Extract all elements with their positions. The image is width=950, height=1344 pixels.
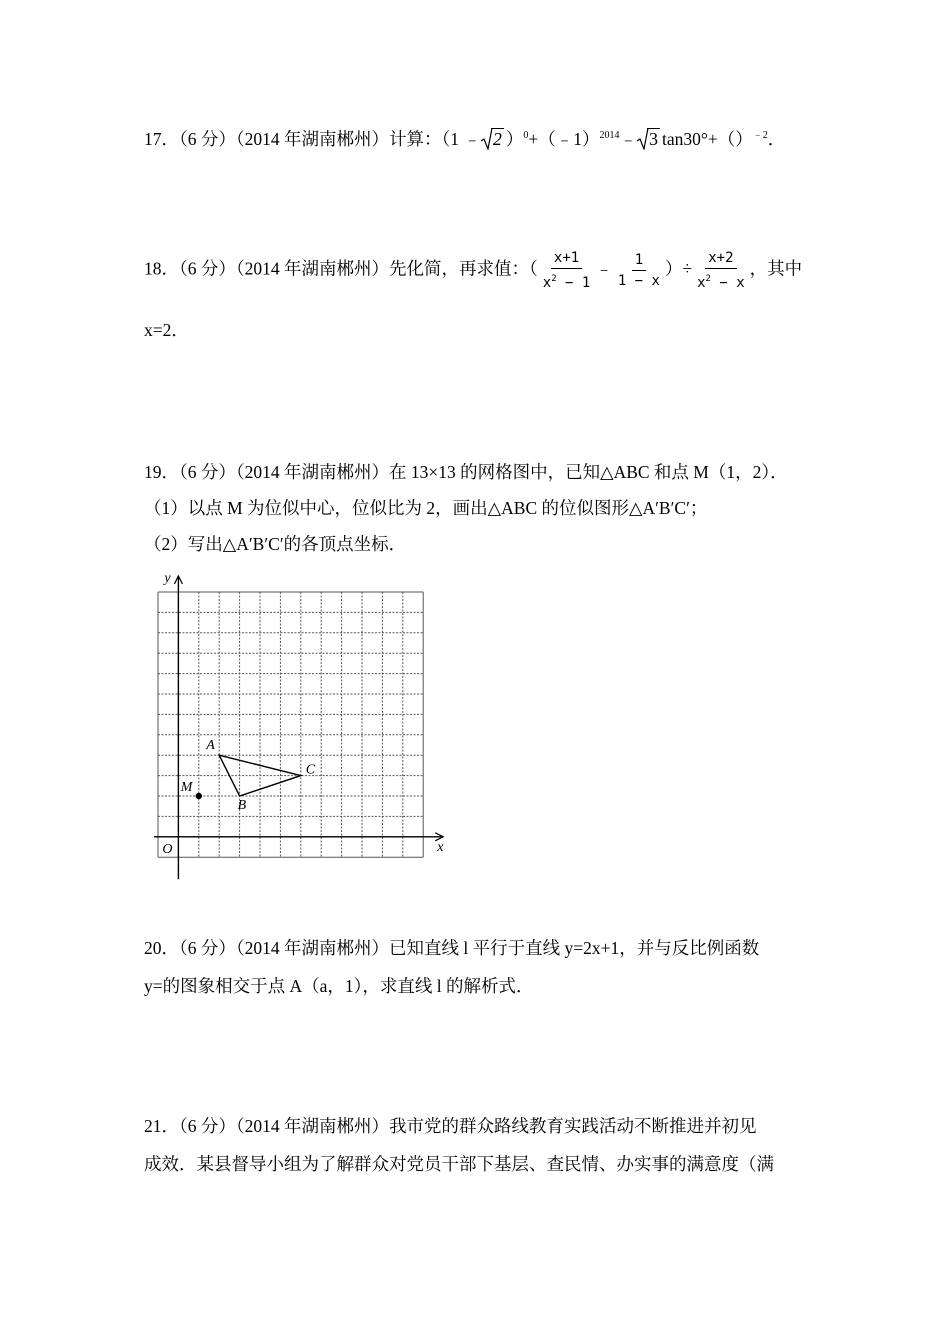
fraction-2-numerator: 1: [632, 250, 646, 271]
fraction-1: [540, 248, 594, 293]
fraction-3-numerator: x+2: [705, 248, 736, 269]
coordinate-grid-figure: [140, 568, 460, 888]
fraction-3: [694, 248, 748, 293]
q17-mid2: +（﹣1）: [528, 129, 600, 149]
question-21-line2: 成效．某县督导小组为了解群众对党员干部下基层、查民情、办实事的满意度（满: [144, 1154, 774, 1174]
point-m-dot: [196, 793, 202, 799]
q18-divide: ）÷: [664, 258, 693, 279]
point-label-a: A: [206, 738, 215, 754]
fraction-1-numerator: x+1: [551, 248, 582, 269]
sqrt-3: [637, 127, 660, 151]
question-19-line1: 19．（6 分）（2014 年湖南郴州）在 13×13 的网格图中，已知△ABC 和点 M（1，2）．: [144, 462, 788, 482]
q17-exp-neg2: ﹣2: [752, 130, 768, 141]
x-axis-label: x: [437, 839, 444, 855]
question-20-line2: y=的图象相交于点 A（a，1），求直线 l 的解析式．: [144, 976, 534, 996]
q17-end: ．: [767, 129, 786, 149]
fraction-2-denominator: 1 − x: [617, 273, 660, 289]
frac3-den-exp: 2: [705, 274, 711, 284]
frac1-den-exp: 2: [551, 274, 557, 284]
q18-prefix: 18．（6 分）（2014 年湖南郴州）先化简，再求值：（: [144, 258, 538, 279]
frac3-den-rest: − x: [710, 275, 745, 291]
y-axis-label: y: [164, 571, 171, 586]
question-21-line1: 21．（6 分）（2014 年湖南郴州）我市党的群众路线教育实践活动不断推进并初见: [144, 1116, 757, 1136]
point-label-b: B: [237, 798, 247, 813]
q17-prefix: 17．（6 分）（2014 年湖南郴州）计算：（1 ﹣: [144, 129, 481, 149]
q17-tan: tan30°+（）: [662, 129, 753, 149]
question-18: [144, 248, 802, 293]
frac1-den-base: x: [542, 275, 552, 291]
question-17: [144, 124, 785, 151]
q17-exp-0: 0: [523, 130, 529, 141]
frac3-den-base: x: [697, 275, 706, 291]
fraction-1-denominator: [540, 269, 594, 293]
question-19-part1: （1）以点 M 为位似中心，位似比为 2，画出△ABC 的位似图形△A′B′C′；: [144, 498, 708, 518]
point-label-c: C: [305, 762, 316, 778]
question-20-line1: 20．（6 分）（2014 年湖南郴州）已知直线 l 平行于直线 y=2x+1，并与反比例函数: [144, 938, 760, 958]
q17-paren: ）: [505, 129, 524, 149]
fraction-2: [615, 250, 663, 291]
question-19-part2: （2）写出△A′B′C′的各顶点坐标．: [144, 534, 407, 554]
frac1-den-rest: − 1: [556, 275, 591, 291]
q17-minus: ﹣: [619, 129, 637, 149]
question-18-line2: x=2．: [144, 320, 189, 340]
grid-lines: [158, 592, 423, 857]
q17-exp-2014: 2014: [599, 130, 620, 141]
fraction-3-denominator: [694, 269, 748, 293]
point-label-m: M: [180, 780, 193, 795]
origin-label: O: [162, 841, 173, 857]
sqrt-2-radicand: 2: [492, 129, 502, 149]
q18-minus: ﹣: [595, 258, 613, 279]
axes: [154, 576, 443, 879]
sqrt-2: [481, 127, 504, 151]
q18-suffix: ，其中: [749, 258, 803, 279]
sqrt-3-radicand: 3: [649, 129, 658, 149]
